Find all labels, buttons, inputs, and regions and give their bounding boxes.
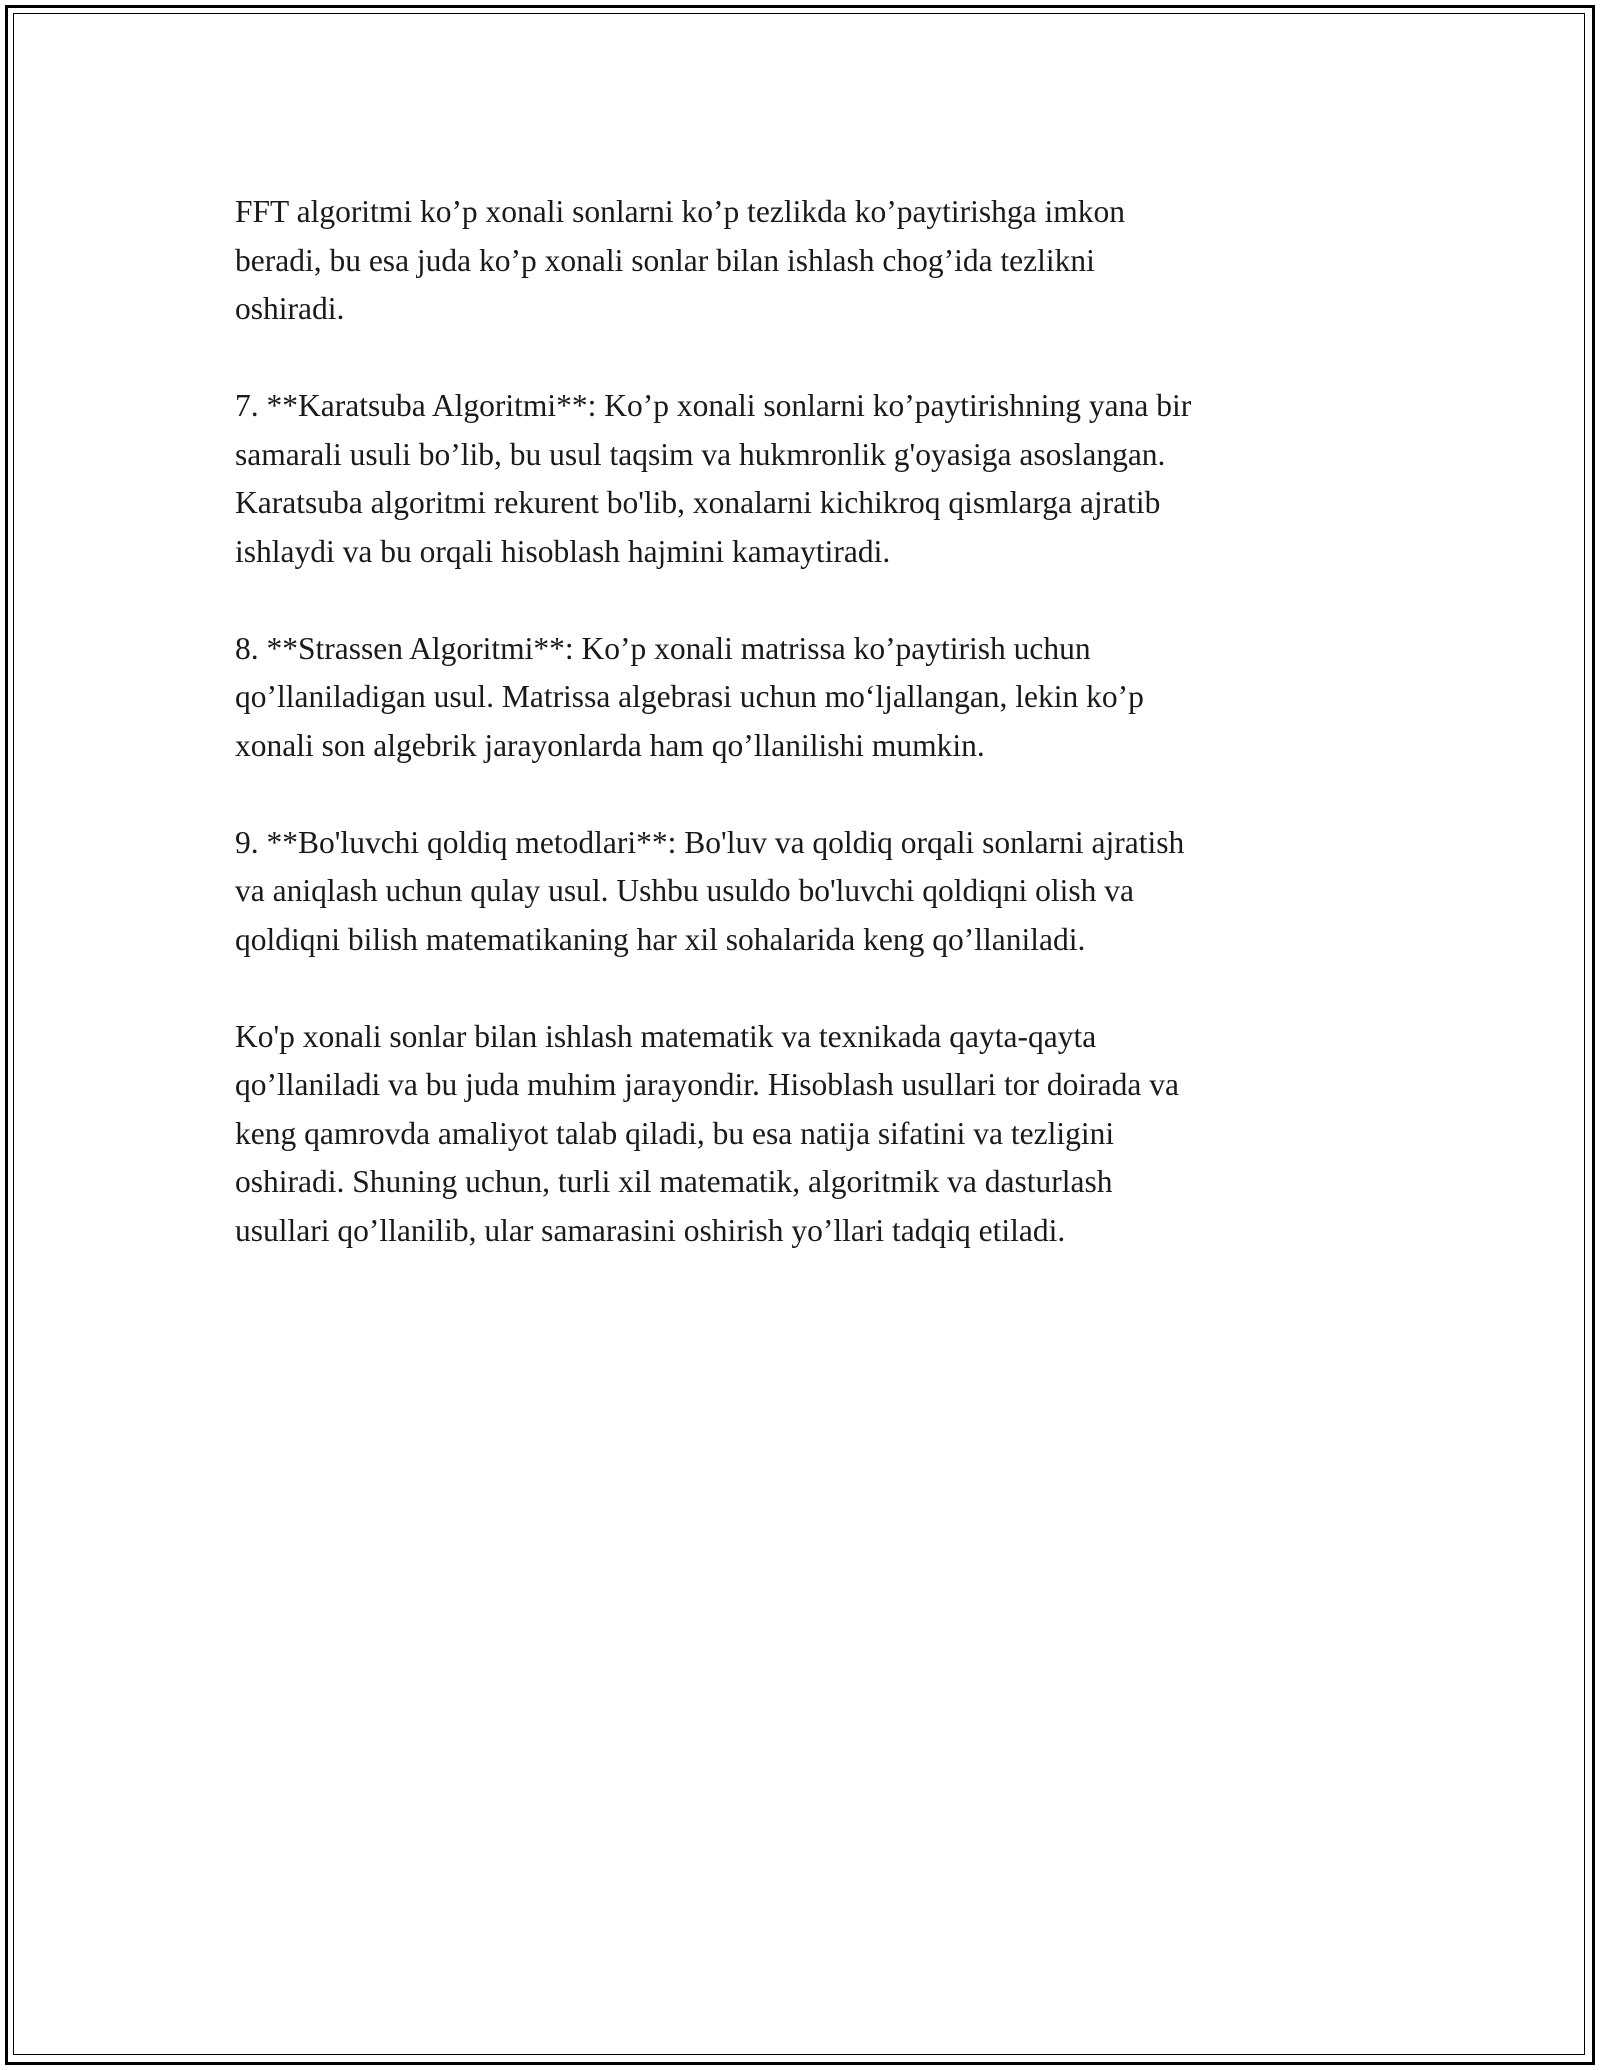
paragraph-remainder-methods: 9. **Bo'luvchi qoldiq metodlari**: Bo'luv va qoldiq orqali sonlarni ajratish va aniqlash uchun qulay usul. Ushbu usuldo bo'luvchi qoldiqni olish va qoldiqni bilish matematikaning har xil sohalarida keng qo’llaniladi. [235, 824, 1185, 957]
paragraph-strassen: 8. **Strassen Algoritmi**: Ko’p xonali matrissa ko’paytirish uchun qo’llaniladigan usul. Matrissa algebrasi uchun mo‘ljallangan, lekin ko’p xonali son algebrik jarayonlarda ham qo’llanilishi mumkin. [235, 630, 1144, 763]
paragraph-fft-continuation: FFT algoritmi ko’p xonali sonlarni ko’p tezlikda ko’paytirishga imkon beradi, bu esa juda ko’p xonali sonlar bilan ishlash chog’ida tezlikni oshiradi. [235, 194, 1126, 326]
paragraph-karatsuba: 7. **Karatsuba Algoritmi**: Ko’p xonali sonlarni ko’paytirishning yana bir samarali usuli bo’lib, bu usul taqsim va hukmronlik g'oyasiga asoslangan. Karatsuba algoritmi rekurent bo'lib, xonalarni kichikroq qismlarga ajratib ishlaydi va bu orqali hisoblash hajmini kamaytiradi. [235, 388, 1192, 569]
paragraph-conclusion: Ko'p xonali sonlar bilan ishlash matematik va texnikada qayta-qayta qo’llaniladi va bu juda muhim jarayondir. Hisoblash usullari tor doirada va keng qamrovda amaliyot talab qiladi, bu esa natija sifatini va tezligini oshiradi. Shuning uchun, turli xil matematik, algoritmik va dasturlash usullari qo’llanilib, ular samarasini oshirish yo’llari tadqiq etiladi. [235, 1018, 1179, 1248]
document-body [235, 188, 1370, 1255]
